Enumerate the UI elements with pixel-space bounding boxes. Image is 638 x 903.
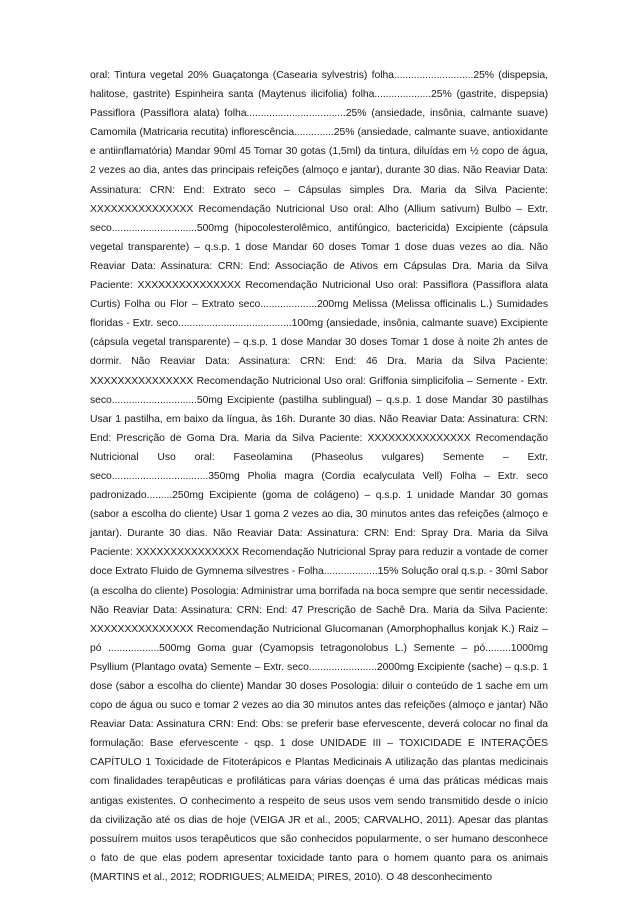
body-paragraph: oral: Tintura vegetal 20% Guaçatonga (Casearia sylvestris) folha............................25% (dispepsia, halitose, gastrite) Espinheira santa (Maytenus ilicifolia) folha....................25% (gastrite, dispepsia) Passiflora (Passiflora alata) folha...................................25% (ansiedade, insônia, calmante suave) Camomila (Matricaria recutita) inflorescência..............25% (ansiedade, calmante suave, antioxidante e antiinflamatória) Mandar 90ml 45 Tomar 30 gotas (1,5ml) da tintura, diluídas em ½ copo de água, 2 vezes ao dia, antes das principais refeições (almoço e jantar), durante 30 dias. Não Reaviar Data: Assinatura: CRN: End: Extrato seco – Cápsulas simples Dra. Maria da Silva Paciente: XXXXXXXXXXXXXXX Recomendação Nutricional Uso oral: Alho (Allium sativum) Bulbo – Extr. seco..............................500mg (hipocolesterolêmico, antifúngico, bactericida) Excipiente (cápsula vegetal transparente) – q.s.p. 1 dose Mandar 60 doses Tomar 1 dose duas vezes ao dia. Não Reaviar Data: Assinatura: CRN: End: Associação de Ativos em Cápsulas Dra. Maria da Silva Paciente: XXXXXXXXXXXXXXX Recomendação Nutricional Uso oral: Passiflora (Passiflora alata Curtis) Folha ou Flor – Extrato seco....................200mg Melissa (Melissa officinalis L.) Sumidades floridas - Extr. seco........................................100mg (ansiedade, insônia, calmante suave) Excipiente (cápsula vegetal transparente) – q.s.p. 1 dose Mandar 30 doses Tomar 1 dose à noite 2h antes de dormir. Não Reaviar Data: Assinatura: CRN: End: 46 Dra. Maria da Silva Paciente: XXXXXXXXXXXXXXX Recomendação Nutricional Uso oral: Griffonia simplicifolia – Semente - Extr. seco..............................50mg Excipiente (pastilha sublingual) – q.s.p. 1 dose Mandar 30 pastilhas Usar 1 pastilha, em baixo da língua, às 16h. Durante 30 dias. Não Reaviar Data: Assinatura: CRN: End: Prescrição de Goma Dra. Maria da Silva Paciente: XXXXXXXXXXXXXXX Recomendação Nutricional Uso oral: Faseolamina (Phaseolus vulgares) Semente – Extr. seco..................................350mg Pholia magra (Cordia ecalyculata Vell) Folha – Extr. seco padronizado.........250mg Excipiente (goma de colágeno) – q.s.p. 1 unidade Mandar 30 gomas (sabor a escolha do cliente) Usar 1 goma 2 vezes ao dia, 30 minutos antes das refeições (almoço e jantar). Durante 30 dias. Não Reaviar Data: Assinatura: CRN: End: Spray Dra. Maria da Silva Paciente: XXXXXXXXXXXXXXX Recomendação Nutricional Spray para reduzir a vontade de comer doce Extrato Fluido de Gymnema silvestres - Folha...................15% Solução oral q.s.p. - 30ml Sabor (a escolha do cliente) Posologia: Administrar uma borrifada na boca sempre que sentir necessidade. Não Reaviar Data: Assinatura: CRN: End: 47 Prescrição de Sachê Dra. Maria da Silva Paciente: XXXXXXXXXXXXXXX Recomendação Nutricional Glucomanan (Amorphophallus konjak K.) Raiz – pó ..................500mg Goma guar (Cyamopsis tetragonolobus L.) Semente – pó.........1000mg Psyllium (Plantago ovata) Semente – Extr. seco........................2000mg Excipiente (sache) – q.s.p. 1 dose (sabor a escolha do cliente) Mandar 30 doses Posologia: diluir o conteúdo de 1 sache em um copo de água ou suco e tomar 2 vezes ao dia 30 minutos antes das refeições (almoço e jantar) Não Reaviar Data: Assinatura CRN: End: Obs: se preferir base efervescente, deverá colocar no final da formulação: Base efervescente - qsp. 1 dose UNIDADE III – TOXICIDADE E INTERAÇÕES CAPÍTULO 1 Toxicidade de Fitoterápicos e Plantas Medicinais A utilização das plantas medicinais com finalidades terapêuticas e profiláticas para várias doenças é uma das práticas médicas mais antigas existentes. O conhecimento a respeito de seus usos vem sendo transmitido desde o início da civilização até os dias de hoje (VEIGA JR et al., 2005; CARVALHO, 2011). Apesar das plantas possuírem muitos usos terapêuticos que são conhecidos popularmente, o ser humano desconhece o fato de que elas podem apresentar toxicidade tanto para o homem quanto para os animais (MARTINS et al., 2012; RODRIGUES; ALMEIDA; PIRES, 2010). O 48 desconhecimento bbox=[90, 70, 548, 883]
document-page bbox=[90, 66, 548, 883]
